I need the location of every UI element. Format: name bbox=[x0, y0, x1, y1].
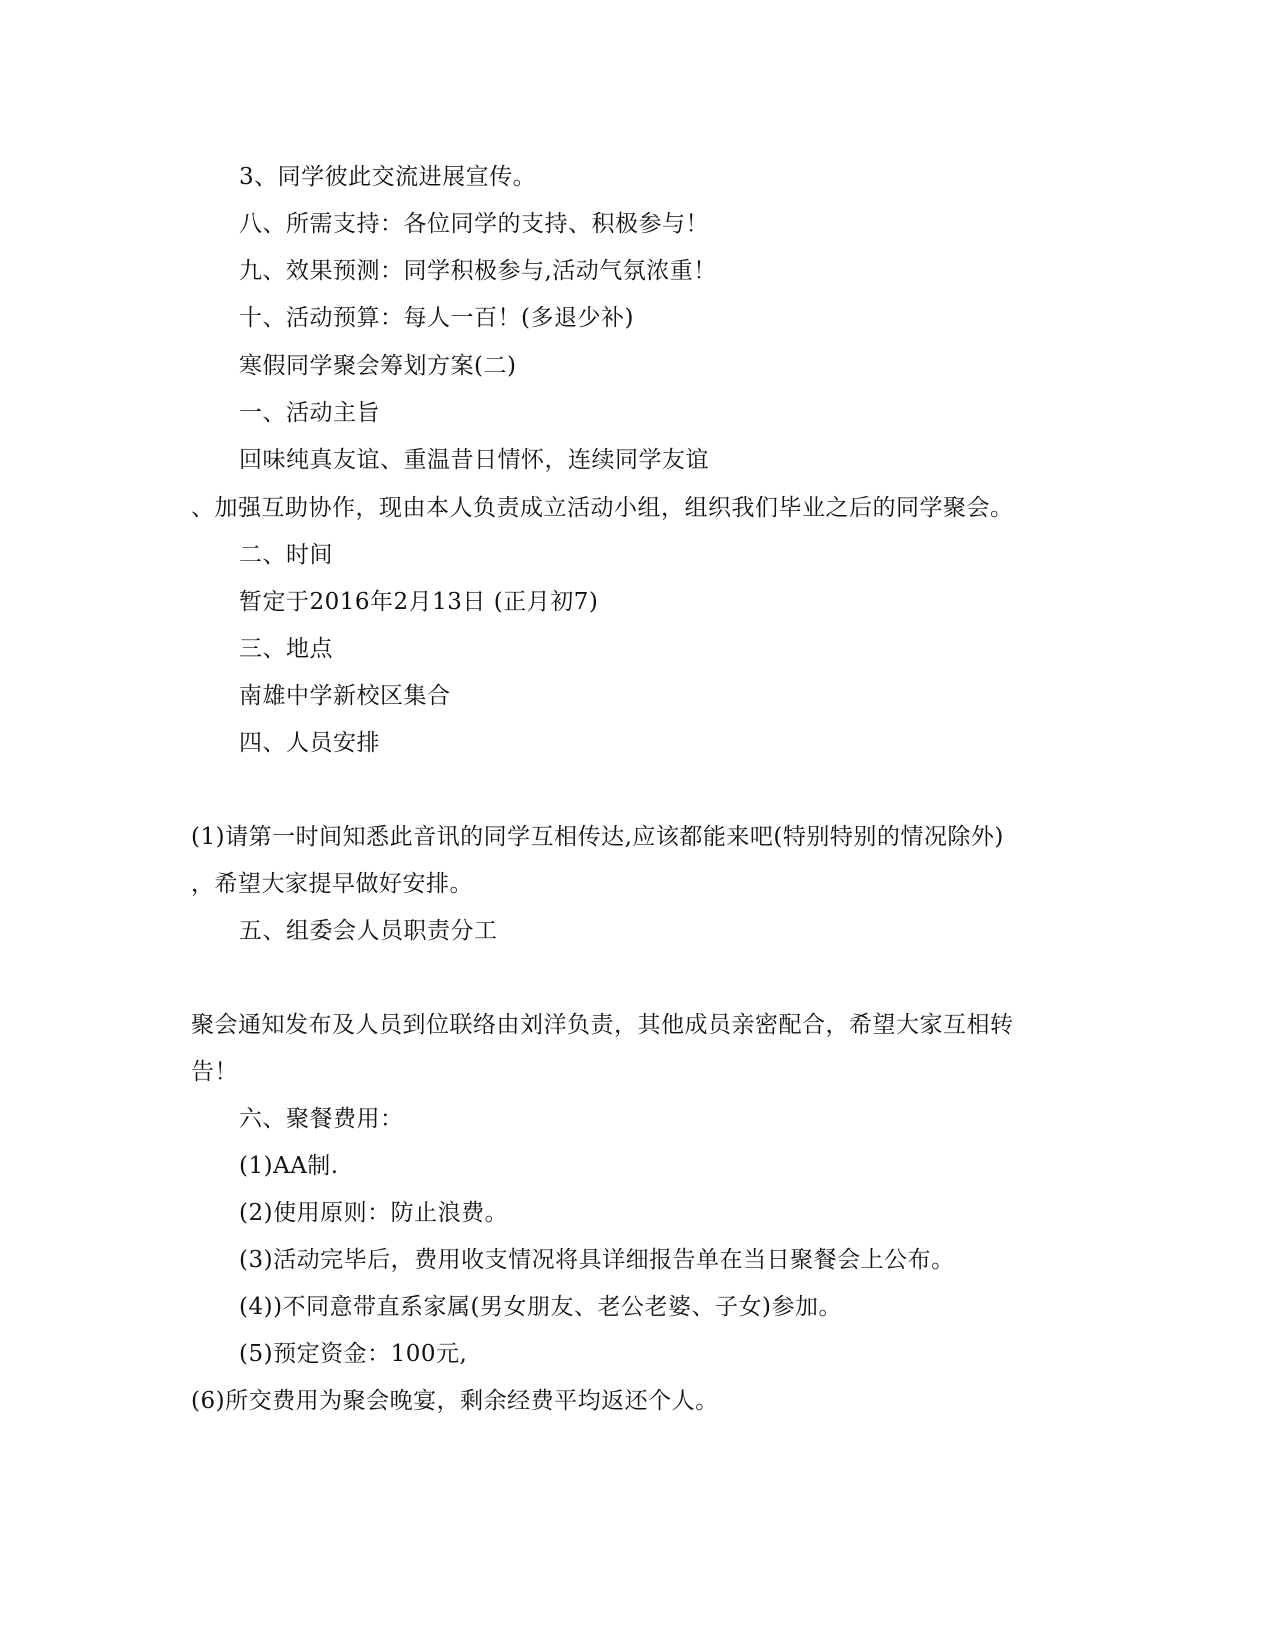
text-line: 南雄中学新校区集合 bbox=[239, 683, 451, 709]
text-line: (6)所交费用为聚会晚宴，剩余经费平均返还个人。 bbox=[191, 1388, 719, 1414]
section-heading: 五、组委会人员职责分工 bbox=[239, 918, 498, 944]
text-line: (4))不同意带直系家属(男女朋友、老公老婆、子女)参加。 bbox=[239, 1294, 842, 1320]
section-heading: 寒假同学聚会筹划方案(二) bbox=[239, 353, 517, 379]
text-line: ，希望大家提早做好安排。 bbox=[191, 871, 473, 897]
text-line: (3)活动完毕后，费用收支情况将具详细报告单在当日聚餐会上公布。 bbox=[239, 1247, 955, 1273]
section-heading: 二、时间 bbox=[239, 542, 333, 568]
text-line: 告！ bbox=[191, 1059, 238, 1085]
section-heading: 四、人员安排 bbox=[239, 730, 380, 756]
section-heading: 六、聚餐费用： bbox=[239, 1106, 404, 1132]
text-line: 暂定于2016年2月13日 (正月初7) bbox=[239, 589, 599, 615]
text-line: 八、所需支持：各位同学的支持、积极参与！ bbox=[239, 211, 709, 237]
text-line: (1)请第一时间知悉此音讯的同学互相传达,应该都能来吧(特别特别的情况除外) bbox=[191, 824, 1004, 850]
text-line: 聚会通知发布及人员到位联络由刘洋负责，其他成员亲密配合，希望大家互相转 bbox=[191, 1012, 1014, 1038]
text-line: (5)预定资金：100元, bbox=[239, 1341, 468, 1367]
text-line: 九、效果预测：同学积极参与,活动气氛浓重！ bbox=[239, 258, 717, 284]
text-line: 、加强互助协作，现由本人负责成立活动小组，组织我们毕业之后的同学聚会。 bbox=[191, 495, 1014, 521]
section-heading: 一、活动主旨 bbox=[239, 400, 380, 426]
text-line: 回味纯真友谊、重温昔日情怀，连续同学友谊 bbox=[239, 447, 709, 473]
text-line: (2)使用原则：防止浪费。 bbox=[239, 1200, 509, 1226]
text-line: (1)AA制. bbox=[239, 1153, 339, 1179]
text-line: 十、活动预算：每人一百！(多退少补) bbox=[239, 305, 634, 331]
text-line: 3、同学彼此交流进展宣传。 bbox=[239, 164, 537, 190]
section-heading: 三、地点 bbox=[239, 636, 333, 662]
